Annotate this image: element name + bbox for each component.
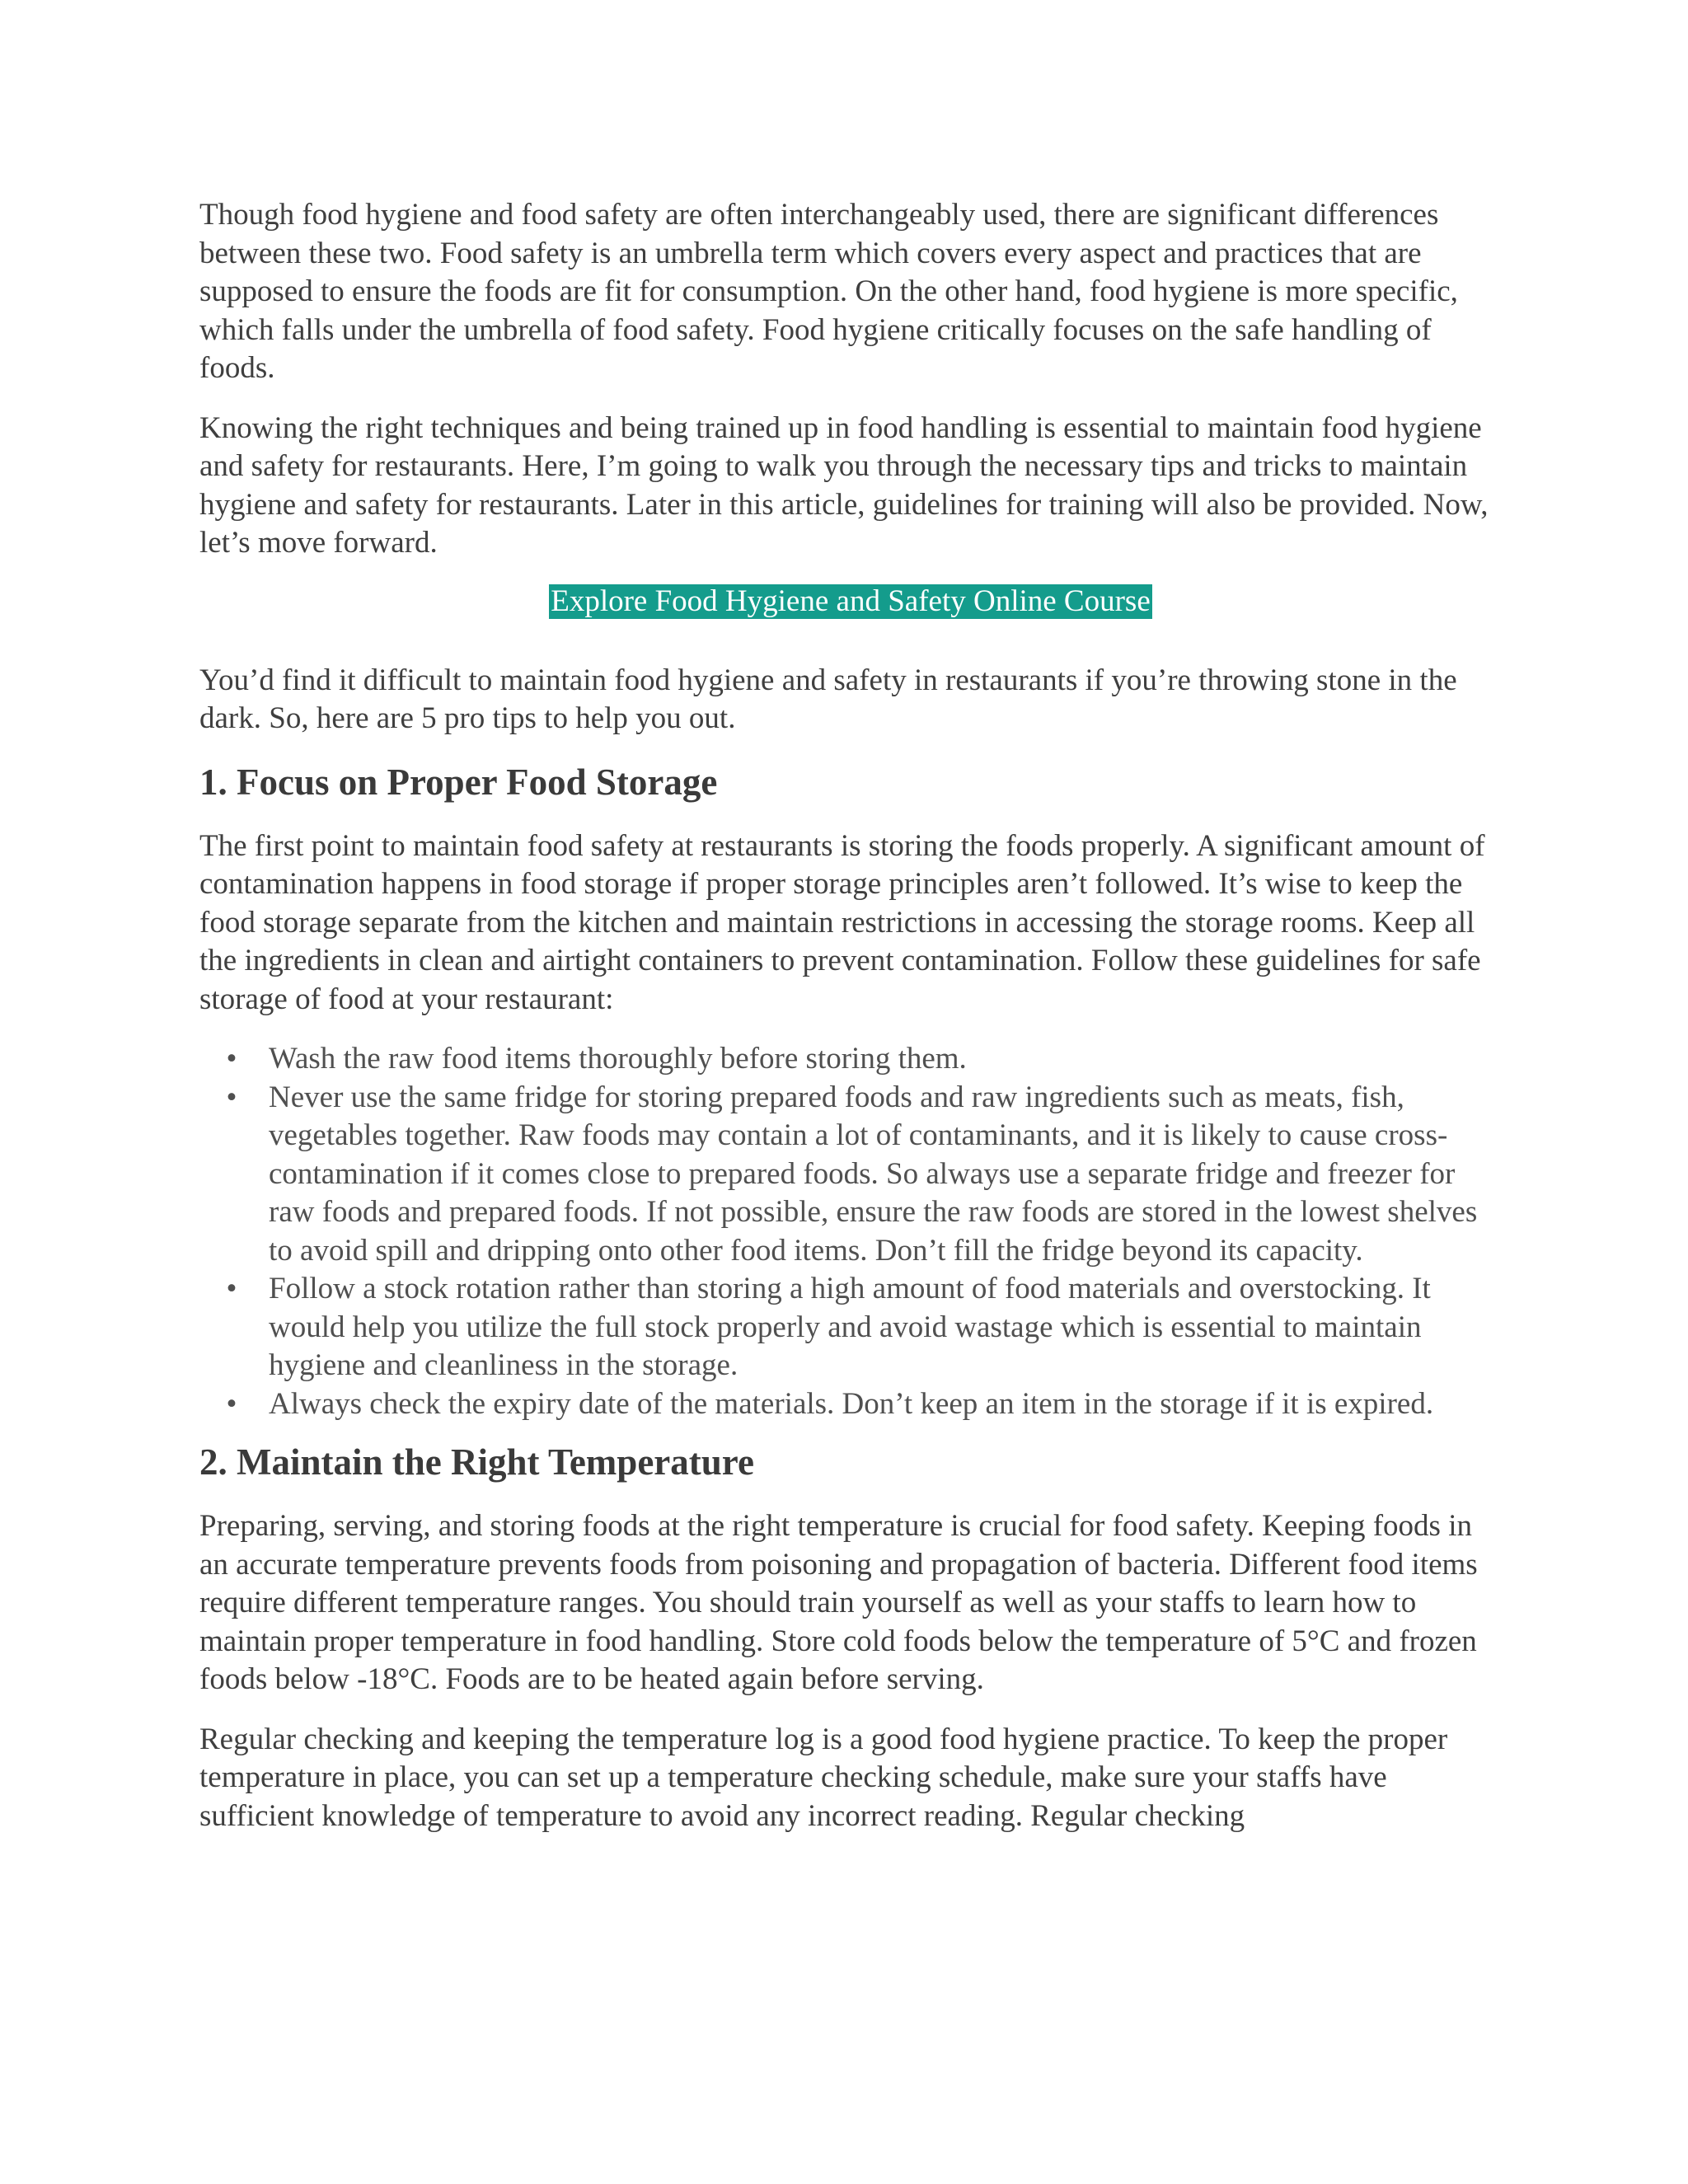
list-item-text: Wash the raw food items thoroughly before storing them. [269,1042,967,1076]
section-2-heading: 2. Maintain the Right Temperature [199,1441,754,1483]
bullet-icon: • [226,1386,237,1421]
cta-container [199,584,1502,619]
list-item-text: Never use the same fridge for storing prepared foods and raw ingredients such as meats, fish, vegetables together. Raw foods may contain a lot of contaminants, and it is likely to cause cross-contamination if it comes close to prepared foods. So always use a separate fridge and freezer for raw foods and prepared foods. If not possible, ensure the raw foods are stored in the lowest shelves to avoid spill and dripping onto other food items. Don’t fill the fridge beyond its capacity. [269,1080,1478,1268]
section-2-paragraph: Preparing, serving, and storing foods at the right temperature is crucial for food safety. Keeping foods in an accurate temperature prevents foods from poisoning and propagation of bacteria. Different food items require different temperature ranges. You should train yourself as well as your staffs to learn how to maintain proper temperature in food handling. Store cold foods below the temperature of 5°C and frozen foods below -18°C. Foods are to be heated again before serving. [199,1509,1478,1696]
list-item [199,1270,1502,1385]
section-1-paragraph: The first point to maintain food safety at restaurants is storing the foods properly. A significant amount of contamination happens in food storage if proper storage principles aren’t followed. It’s wise to keep the food storage separate from the kitchen and maintain restrictions in accessing the storage rooms. Keep all the ingredients in clean and airtight containers to prevent contamination. Follow these guidelines for safe storage of food at your restaurant: [199,828,1485,1016]
section-1-heading: 1. Focus on Proper Food Storage [199,761,718,803]
list-item-text: Follow a stock rotation rather than storing a high amount of food materials and overstocking. It would help you utilize the full stock properly and avoid wastage which is essential to maintain hygiene and cleanliness in the storage. [269,1272,1431,1382]
list-item [199,1385,1502,1424]
storage-guidelines-list [199,1040,1502,1423]
intro-paragraph-2: Knowing the right techniques and being trained up in food handling is essential to maintain food hygiene and safety for restaurants. Here, I’m going to walk you through the necessary tips and tricks to maintain hygiene and safety for restaurants. Later in this article, guidelines for training will also be provided. Now, let’s move forward. [199,410,1489,560]
lead-paragraph: You’d find it difficult to maintain food hygiene and safety in restaurants if you’re throwing stone in the dark. So, here are 5 pro tips to help you out. [199,663,1457,735]
intro-paragraph-1: Though food hygiene and food safety are often interchangeably used, there are significant differences between these two. Food safety is an umbrella term which covers every aspect and practices that are supposed to ensure the foods are fit for consumption. On the other hand, food hygiene is more specific, which falls under the umbrella of food safety. Food hygiene critically focuses on the safe handling of foods. [199,198,1458,385]
explore-course-link[interactable]: Explore Food Hygiene and Safety Online Course [551,583,1151,618]
list-item [199,1040,1502,1079]
bullet-icon: • [226,1042,237,1076]
section-2-paragraph-2: Regular checking and keeping the temperature log is a good food hygiene practice. To keep the proper temperature in place, you can set up a temperature checking schedule, make sure your staffs have sufficient knowledge of temperature to avoid any incorrect reading. Regular checking [199,1722,1448,1833]
bullet-icon: • [226,1272,237,1305]
list-item-text: Always check the expiry date of the materials. Don’t keep an item in the storage if it is expired. [269,1386,1434,1421]
bullet-icon: • [226,1080,237,1114]
document-page [199,196,1502,1857]
list-item [199,1079,1502,1271]
